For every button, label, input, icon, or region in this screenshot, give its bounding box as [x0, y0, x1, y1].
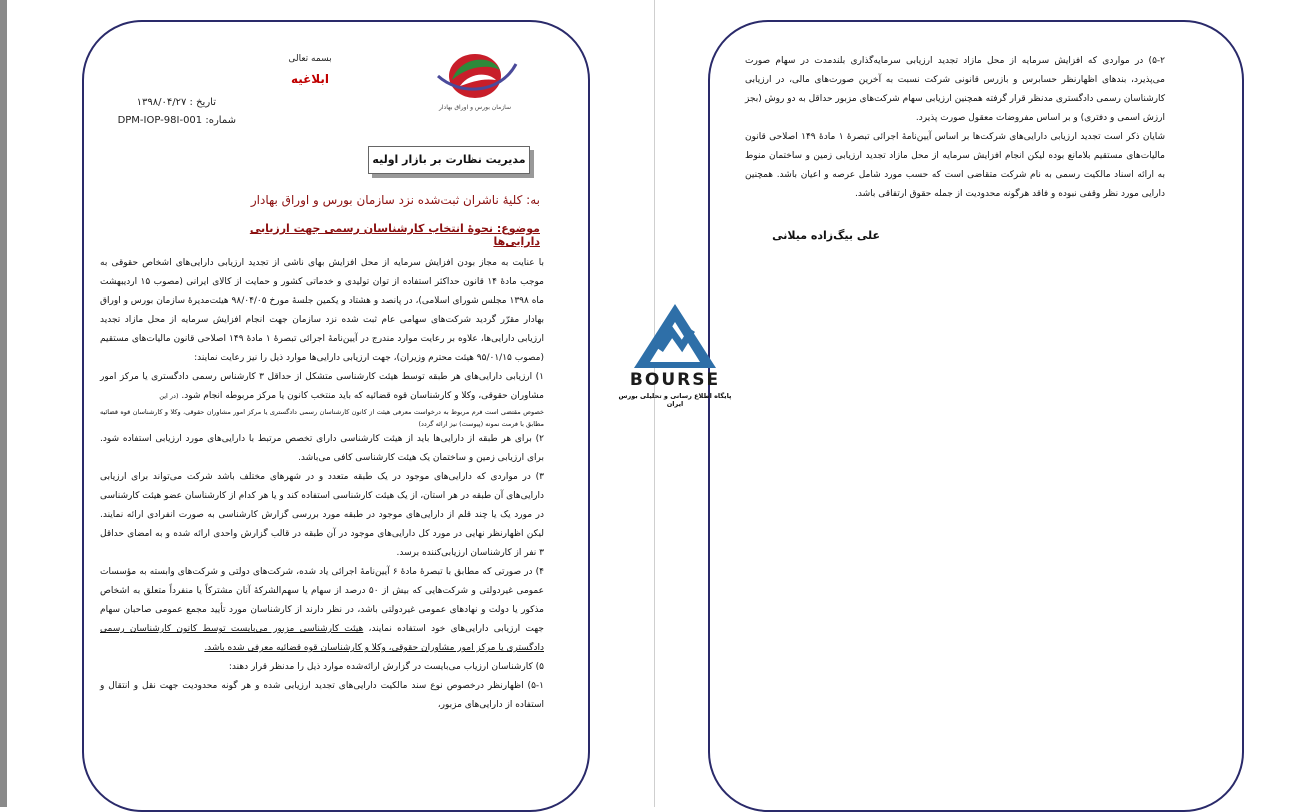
left-edge-bar	[0, 0, 7, 807]
subject-line: موضوع: نحوهٔ انتخاب کارشناسان رسمی جهت ارزیابی دارایی‌ها	[249, 222, 540, 248]
item-1	[100, 368, 544, 406]
intro-paragraph: با عنایت به مجاز بودن افزایش سرمایه از محل افزایش بهای ناشی از تجدید ارزیابی دارایی‌های اشخاص حقوقی به موجب مادهٔ ۱۴ قانون حداکثر استفاده از توان تولیدی و خدماتی کشور و حمایت از کالای ایرانی (مصوب ۱۵ اردیبهشت ماه ۱۳۹۸ مجلس شورای اسلامی)، در پانصد و هشتاد و یکمین جلسهٔ مورخ ۹۸/۰۴/۰۵ هیئت‌مدیرهٔ سازمان بورس و اوراق بهادار مقرّر گردید شرکت‌های سهامی عام ثبت شده نزد سازمان جهت انجام افزایش سرمایه از محل مازاد تجدید ارزیابی دارایی‌ها، علاوه بر رعایت موارد مندرج در آیین‌نامهٔ اجرائی تبصرهٔ ۱ مادهٔ ۱۴۹ اصلاحی قانون مالیات‌های مستقیم (مصوب ۹۵/۰۱/۱۵ هیئت محترم وزیران)، جهت ارزیابی دارایی‌ها موارد ذیل را نیز رعایت نمایند:	[100, 258, 544, 363]
date-value: ۱۳۹۸/۰۴/۲۷	[136, 97, 187, 108]
bourse-wordmark: BOURSE	[629, 370, 721, 390]
item-3: ۳) در مواردی که دارایی‌های موجود در یک طبقه متعدد و در شهرهای مختلف باشد شرکت می‌تواند برای ارزیابی دارایی‌های آن طبقه در هر استان، از یک هیئت کارشناسی استفاده کند و یا هر کدام از کارشناسان عضو هیئت کارشناسی در مورد یک یا چند قلم از دارایی‌های موجود در طبقه مورد بررسی گزارش کارشناسی به صورت انفرادی ارائه نمایند. لیکن اظهارنظر نهایی در مورد کل دارایی‌های موجود در آن طبقه در قالب گزارش واحدی ارائه شده و به امضای حداقل ۳ نفر از کارشناسان ارزیابی‌کننده برسد.	[100, 472, 544, 558]
item-5-2: ۵-۲) در مواردی که افزایش سرمایه از محل مازاد تجدید ارزیابی سرمایه‌گذاری بلندمدت در سهام صورت می‌پذیرد، بندهای اظهارنظر حسابرس و بازرس قانونی شرکت نسبت به آخرین صورت‌های مالی، در ارزیابی کارشناسان رسمی دادگستری مدنظر قرار گرفته همچنین ارزیابی سهام شرکت‌های مزبور حداقل به دو روش (بجز ارزش اسمی و دفتری) و بر اساس مفروضات معقول صورت پذیرد.	[745, 56, 1165, 123]
number-label: شماره:	[205, 115, 236, 126]
date-label: تاریخ :	[189, 97, 216, 108]
org-logo-icon	[430, 46, 520, 126]
number-value: DPM-IOP-98I-001	[117, 115, 203, 126]
item-4-underlined: هیئت کارشناسی مزبور می‌بایست توسط کانون کارشناسان رسمی دادگستری یا مرکز امور مشاوران حقوقی، وکلا و کارشناسان قوه قضائیه معرفی شده باشد.	[100, 624, 544, 653]
org-logo-caption: سازمان بورس و اوراق بهادار	[438, 104, 511, 111]
item-5-1: ۵-۱) اظهارنظر درخصوص نوع سند مالکیت دارایی‌های تجدید ارزیابی شده و هر گونه محدودیت جهت نقل و انتقال و استفاده از دارایی‌های مزبور،	[100, 681, 544, 710]
item-2: ۲) برای هر طبقه از دارایی‌ها باید از هیئت کارشناسی دارای تخصص مرتبط با دارایی‌های مورد ارزیابی استفاده شود. برای ارزیابی زمین و ساختمان یک هیئت کارشناسی کافی می‌باشد.	[100, 434, 544, 463]
department-box: مدیریت نظارت بر بازار اولیه	[368, 146, 530, 174]
basmala: بسمه تعالی	[288, 54, 332, 64]
item-1-text: ۱) ارزیابی دارایی‌های هر طبقه توسط هیئت کارشناسی متشکل از حداقل ۳ کارشناس رسمی دادگستری یا مرکز امور مشاوران حقوقی، وکلا و کارشناسان قوه قضائیه که باید منتخب کانون یا مرکز مربوطه انجام شود.	[100, 372, 545, 401]
right-body	[745, 52, 1165, 204]
signature-name: علی بیگ‌زاده میلانی	[772, 229, 880, 242]
closing-note: شایان ذکر است تجدید ارزیابی دارایی‌های شرکت‌ها بر اساس آیین‌نامهٔ اجرائی تبصرهٔ ۱ مادهٔ ۱۴۹ اصلاحی قانون مالیات‌های مستقیم بلامانع بوده لیکن انجام افزایش سرمایه از محل مازاد تجدید ارزیابی زمین و ساختمان منوط به ارائه اسناد مالکیت رسمی به نام شرکت متقاضی است که حسب مورد شامل عرصه و اعیان باشد. همچنین دارایی مورد نظر وقفی نبوده و فاقد هرگونه محدودیت از جمله حقوق ارتفاقی باشد.	[745, 132, 1166, 199]
item-4-text: ۴) در صورتی که مطابق با تبصرهٔ مادهٔ ۶ آیین‌نامهٔ اجرائی یاد شده، شرکت‌های دولتی و شرکت‌های وابسته به مؤسسات عمومی غیردولتی و شرکت‌هایی که بیش از ۵۰ درصد از سهام یا سهم‌الشرکهٔ آنان مشترکاً یا منفرداً متعلق به اشخاص مذکور یا دولت و نهادهای عمومی غیردولتی باشد، در نظر دارند از کارشناسان مورد تأیید مجمع عمومی صاحبان سهام جهت ارزیابی دارایی‌های خود استفاده نمایند،	[100, 567, 545, 634]
addressee-line: به: کلیهٔ ناشران ثبت‌شده نزد سازمان بورس و اوراق بهادار	[250, 193, 540, 207]
bourse-caption: پایگاه اطلاع رسانی و تحلیلی بورس ایران	[618, 392, 732, 408]
date-row	[108, 97, 216, 108]
item-1-tail: (در این	[159, 392, 179, 400]
item-5: ۵) کارشناسان ارزیاب می‌بایست در گزارش ارائه‌شده موارد ذیل را مدنظر قرار دهند:	[228, 662, 544, 672]
item-1-fine-print: خصوص مقتضی است فرم مربوط به درخواست معرفی هیئت از کانون کارشناسان رسمی دادگستری یا مرکز امور مشاوران حقوقی، وکلا و کارشناسان قوه قضائیه مطابق با فرمت نمونه (پیوست) نیز ارائه گردد)	[100, 408, 544, 428]
bourse-logo-icon	[630, 300, 720, 372]
notice-label: ابلاغیه	[290, 72, 330, 86]
left-body	[100, 254, 544, 715]
number-row	[108, 115, 236, 126]
item-4	[100, 563, 544, 658]
